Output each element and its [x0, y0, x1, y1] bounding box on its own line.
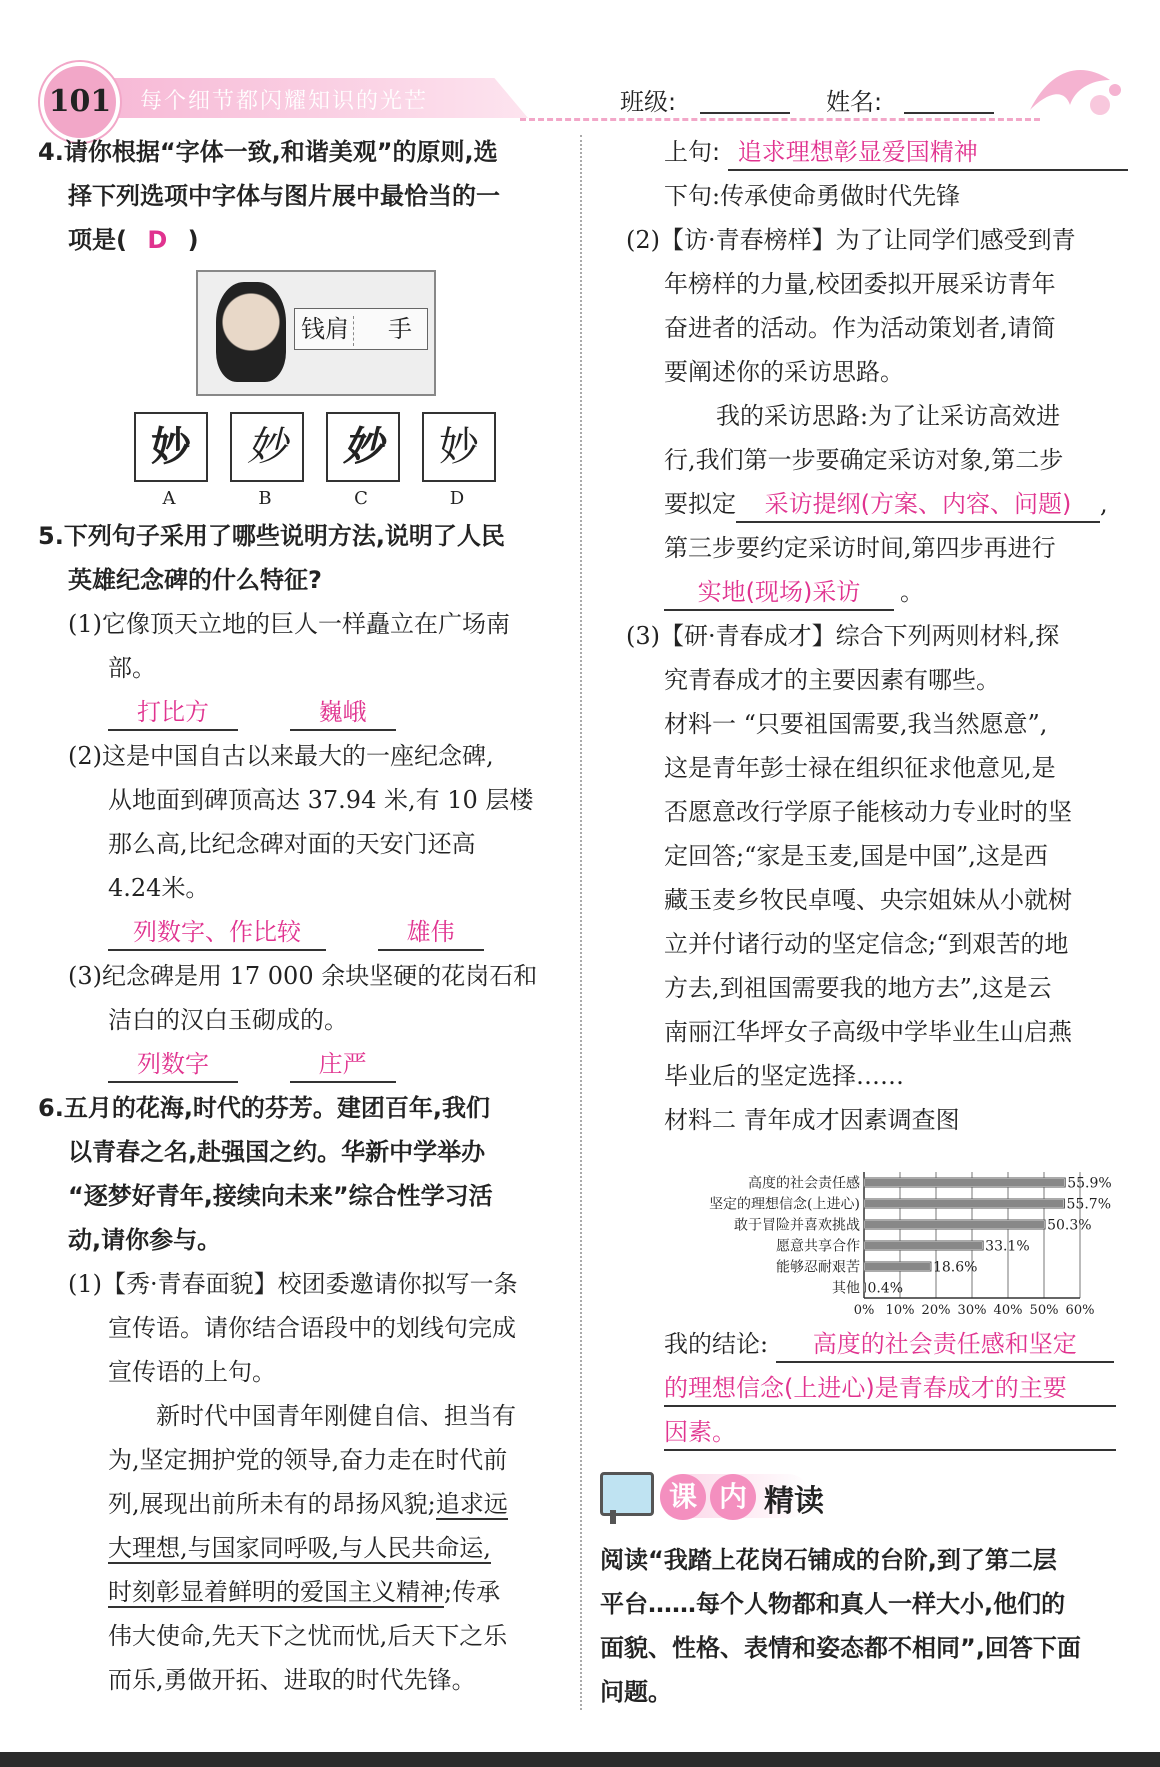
upper-sentence-answer[interactable]: 追求理想彰显爱国精神 — [728, 135, 1128, 171]
passage-line-5 — [38, 1570, 568, 1614]
material-1-line-5: 藏玉麦乡牧民卓嘎、央宗姐妹从小就树 — [664, 886, 1072, 914]
reading-line-3: 面貌、性格、表情和姿态都不相同”,回答下面 — [600, 1634, 1081, 1662]
chart-bar-fill — [865, 1263, 930, 1270]
chart-bar-fill — [865, 1221, 1044, 1228]
material-1-line-3: 否愿意改行学原子能核动力专业时的坚 — [664, 798, 1072, 826]
q5-line-2: 英雄纪念碑的什么特征? — [68, 566, 322, 594]
option-b-label: B — [258, 488, 272, 509]
page-number: 101 — [40, 62, 120, 142]
q4-line-1: 4.请你根据“字体一致,和谐美观”的原则,选 — [38, 138, 498, 166]
q5-s2-line-3: 那么高,比纪念碑对面的天安门还高 — [108, 830, 476, 858]
class-blank[interactable] — [700, 112, 790, 114]
q5-s1-feature-answer[interactable]: 巍峨 — [290, 695, 396, 731]
interview-outline-answer[interactable]: 采访提纲(方案、内容、问题) — [736, 487, 1100, 523]
portrait-image — [196, 270, 436, 396]
chart-xtick-label: 20% — [921, 1303, 951, 1318]
q5-s3-line-2: 洁白的汉白玉砌成的。 — [108, 1006, 348, 1034]
option-a-glyph[interactable]: 妙 — [134, 412, 208, 482]
option-d-glyph[interactable]: 妙 — [422, 412, 496, 482]
material-2-title: 材料二 青年成才因素调查图 — [664, 1106, 960, 1134]
q4-line-2: 择下列选项中字体与图片展中最恰当的一 — [68, 182, 500, 210]
p2-answer-line-1: 我的采访思路:为了让采访高效进 — [716, 402, 1061, 430]
chart-value-label: 0.4% — [867, 1280, 904, 1297]
material-1-line-2: 这是青年彭士禄在组织征求他意见,是 — [664, 754, 1056, 782]
chart-value-label: 50.3% — [1047, 1217, 1092, 1234]
chart-category-label: 能够忍耐艰苦 — [776, 1259, 860, 1276]
bottom-edge — [0, 1752, 1160, 1767]
q6-line-3: “逐梦好青年,接续向未来”综合性学习活 — [68, 1182, 493, 1210]
q5-s2-method-answer[interactable]: 列数字、作比较 — [108, 915, 326, 951]
blackboard-leg-icon — [610, 1510, 616, 1524]
q5-s2-feature-answer[interactable]: 雄伟 — [378, 915, 484, 951]
reading-banner-title: 精读 — [764, 1484, 824, 1519]
q6-p2-line-3: 奋进者的活动。作为活动策划者,请简 — [664, 314, 1056, 342]
portrait-caption — [294, 308, 428, 350]
material-1-line-8: 南丽江华坪女子高级中学毕业生山启燕 — [664, 1018, 1072, 1046]
q6-p3-line-2: 究青春成才的主要因素有哪些。 — [664, 666, 1000, 694]
passage-line-7: 而乐,勇做开拓、进取的时代先锋。 — [108, 1666, 476, 1694]
p2-answer-line-5 — [626, 570, 1136, 614]
conclusion-label: 我的结论: — [664, 1330, 769, 1358]
chart-category-label: 其他 — [832, 1280, 860, 1297]
chart-value-label: 33.1% — [985, 1238, 1030, 1255]
conclusion-answer-line-1[interactable]: 高度的社会责任感和坚定 — [776, 1327, 1114, 1363]
portrait-hand: 手 — [388, 315, 412, 343]
p2-answer-line-4: 第三步要约定采访时间,第四步再进行 — [664, 534, 1056, 562]
q5-s1-line-2: 部。 — [108, 654, 156, 682]
chart-bar-fill — [865, 1200, 1064, 1207]
portrait-chars: 钱肩 — [301, 315, 349, 343]
option-c-glyph[interactable]: 妙 — [326, 412, 400, 482]
chart-xtick-label: 30% — [957, 1303, 987, 1318]
chart-xtick-label: 40% — [993, 1303, 1023, 1318]
name-label: 姓名: — [826, 88, 883, 116]
q6-line-1: 6.五月的花海,时代的芬芳。建团百年,我们 — [38, 1094, 491, 1122]
material-1-line-4: 定回答;“家是玉麦,国是中国”,这是西 — [664, 842, 1048, 870]
q5-line-1: 5.下列句子采用了哪些说明方法,说明了人民 — [38, 522, 505, 550]
passage-line-6: 伟大使命,先天下之忧而忧,后天下之乐 — [108, 1622, 508, 1650]
floral-ornament-icon — [1020, 50, 1130, 130]
upper-sentence-row — [626, 130, 1136, 174]
blackboard-icon — [600, 1472, 654, 1516]
chart-category-label: 敢于冒险并喜欢挑战 — [734, 1217, 860, 1234]
left-column — [38, 130, 568, 262]
passage-line-3-plain: 列,展现出前所未有的昂扬风貌; — [108, 1490, 436, 1518]
p2-answer-suffix: , — [1100, 490, 1108, 518]
chart-category-label: 坚定的理想信念(上进心) — [709, 1196, 860, 1213]
q6-p1-line-3: 宣传语的上句。 — [108, 1358, 276, 1386]
p2-answer-prefix: 要拟定 — [664, 490, 736, 518]
reading-banner-char-2: 内 — [710, 1474, 756, 1520]
name-blank[interactable] — [904, 112, 994, 114]
chart-bar-fill — [865, 1179, 1064, 1186]
material-1-line-1: 材料一 “只要祖国需要,我当然愿意”, — [664, 710, 1048, 738]
chart-xtick-label: 60% — [1065, 1303, 1095, 1318]
passage-line-3-underlined: 追求远 — [435, 1490, 508, 1518]
chart-xtick-label: 0% — [853, 1303, 875, 1318]
field-interview-answer[interactable]: 实地(现场)采访 — [664, 575, 894, 611]
q6-p2-line-1: (2)【访·青春榜样】为了让同学们感受到青 — [626, 226, 1076, 254]
passage-line-5-plain: ;传承 — [444, 1578, 501, 1606]
chart-xtick-label: 50% — [1029, 1303, 1059, 1318]
q5-s2-line-2: 从地面到碑顶高达 37.94 米,有 10 层楼 — [108, 786, 534, 814]
survey-bar-chart — [640, 1164, 1140, 1318]
material-1-line-9: 毕业后的坚定选择…… — [664, 1062, 904, 1090]
passage-line-3 — [38, 1482, 568, 1526]
option-d-label: D — [449, 488, 465, 509]
chart-category-label: 愿意共享合作 — [776, 1238, 860, 1255]
q5-s3-method-answer[interactable]: 列数字 — [108, 1047, 238, 1083]
chart-bar-fill — [865, 1242, 982, 1249]
q4-line-3 — [38, 218, 568, 262]
lower-sentence: 下句:传承使命勇做时代先锋 — [664, 182, 961, 210]
passage-line-1: 新时代中国青年刚健自信、担当有 — [156, 1402, 516, 1430]
upper-sentence-label: 上句: — [664, 138, 721, 166]
p2-answer-line-2: 行,我们第一步要确定采访对象,第二步 — [664, 446, 1064, 474]
chart-category-label: 高度的社会责任感 — [748, 1175, 860, 1192]
q4-line-3-suffix: ) — [187, 226, 199, 254]
right-column — [626, 130, 1136, 1142]
chart-xtick-label: 10% — [885, 1303, 915, 1318]
header-dashed-line — [520, 118, 1040, 121]
q4-answer[interactable]: D — [147, 226, 168, 254]
column-divider — [580, 135, 582, 1710]
q6-p1-line-2: 宣传语。请你结合语段中的划线句完成 — [108, 1314, 516, 1342]
q6-p3-line-1: (3)【研·青春成才】综合下列两则材料,探 — [626, 622, 1060, 650]
option-b-glyph[interactable]: 妙 — [230, 412, 304, 482]
header-slogan: 每个细节都闪耀知识的光芒 — [140, 89, 429, 114]
chart-value-label: 55.7% — [1066, 1196, 1112, 1213]
q5-s1-line-1: (1)它像顶天立地的巨人一样矗立在广场南 — [68, 610, 510, 638]
reading-line-2: 平台……每个人物都和真人一样大小,他们的 — [600, 1590, 1066, 1618]
reading-line-1: 阅读“我踏上花岗石铺成的台阶,到了第二层 — [600, 1546, 1057, 1574]
conclusion-block — [664, 1322, 1134, 1454]
passage-line-2: 为,坚定拥护党的领导,奋力走在时代前 — [108, 1446, 508, 1474]
q5-s3-line-1: (3)纪念碑是用 17 000 余块坚硬的花岗石和 — [68, 962, 538, 990]
q4-line-3-prefix: 项是( — [68, 226, 127, 254]
q5-s2-line-1: (2)这是中国自古以来最大的一座纪念碑, — [68, 742, 494, 770]
chart-value-label: 18.6% — [932, 1259, 978, 1276]
q5-block — [38, 514, 568, 1702]
q5-s3-feature-answer[interactable]: 庄严 — [290, 1047, 396, 1083]
reading-banner-char-1: 课 — [660, 1474, 706, 1520]
q6-p2-line-4: 要阐述你的采访思路。 — [664, 358, 904, 386]
q6-line-2: 以青春之名,赴强国之约。华新中学举办 — [68, 1138, 486, 1166]
option-a-label: A — [162, 488, 176, 509]
q6-line-4: 动,请你参与。 — [68, 1226, 222, 1254]
option-c-label: C — [354, 488, 368, 509]
passage-line-4-underlined: 大理想,与国家同呼吸,与人民共命运, — [108, 1534, 491, 1562]
material-1-line-6: 立并付诸行动的坚定信念;“到艰苦的地 — [664, 930, 1069, 958]
conclusion-answer-line-3[interactable]: 因素。 — [664, 1415, 1116, 1451]
q5-s1-method-answer[interactable]: 打比方 — [108, 695, 238, 731]
conclusion-answer-line-2[interactable]: 的理想信念(上进心)是青春成才的主要 — [664, 1371, 1116, 1407]
portrait-face — [216, 282, 286, 382]
class-label: 班级: — [620, 88, 677, 116]
reading-block — [600, 1538, 1140, 1714]
chart-value-label: 55.9% — [1067, 1175, 1112, 1192]
q6-p1-line-1: (1)【秀·青春面貌】校团委邀请你拟写一条 — [68, 1270, 518, 1298]
p2-answer-end: 。 — [900, 578, 924, 606]
reading-line-4: 问题。 — [600, 1678, 672, 1706]
passage-line-5-underlined: 时刻彰显着鲜明的爱国主义精神 — [108, 1578, 444, 1606]
material-1-line-7: 方去,到祖国需要我的地方去”,这是云 — [664, 974, 1052, 1002]
q6-p2-line-2: 年榜样的力量,校团委拟开展采访青年 — [664, 270, 1056, 298]
chart-bar — [864, 1283, 865, 1292]
p2-answer-line-3 — [626, 482, 1136, 526]
q5-s2-line-4: 4.24米。 — [108, 874, 210, 902]
